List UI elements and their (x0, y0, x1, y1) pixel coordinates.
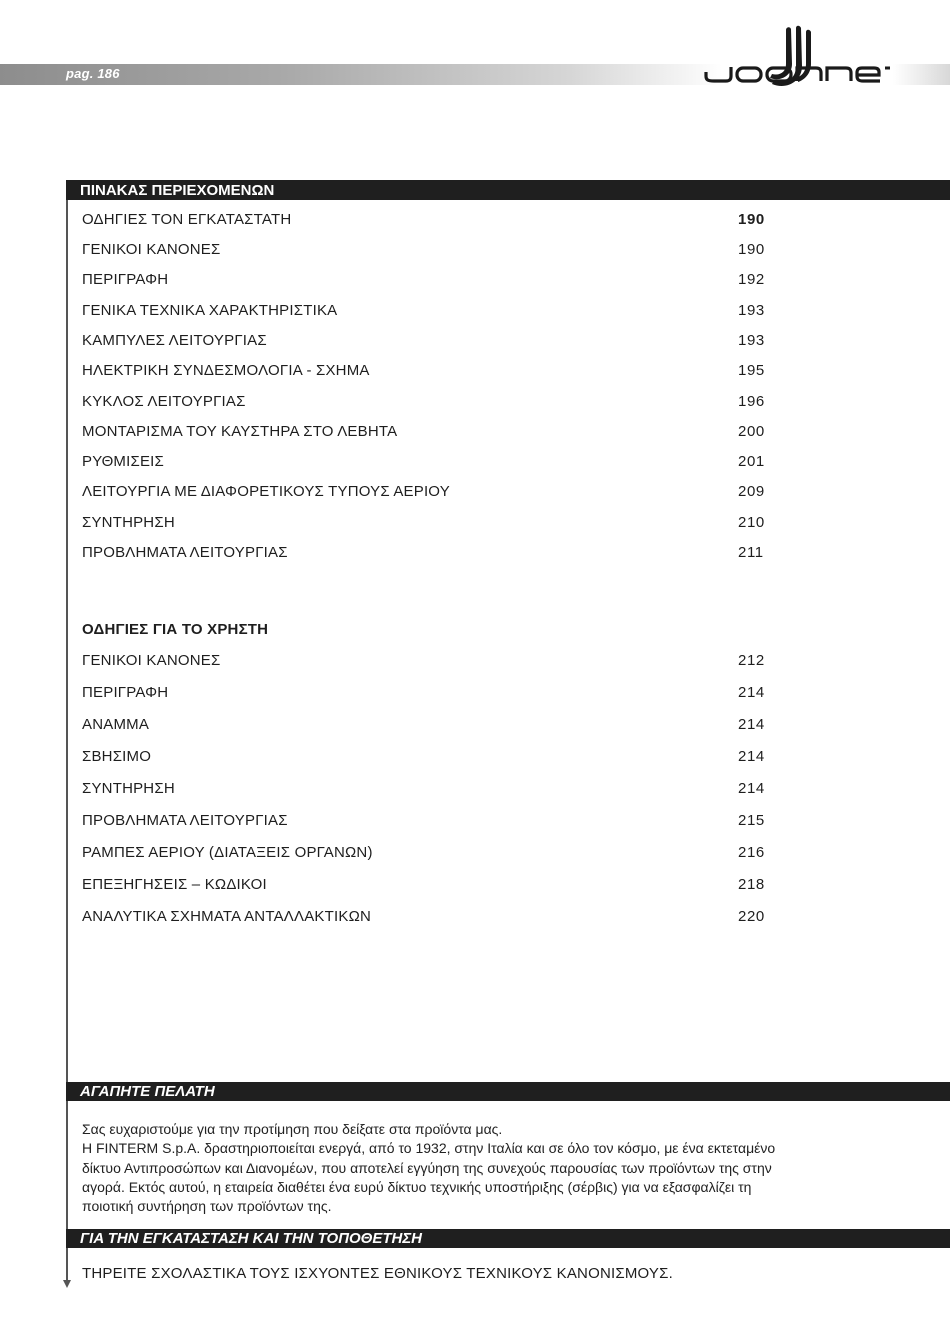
toc-row (82, 684, 772, 706)
toc-item-page: 210 (738, 514, 765, 531)
toc-item-label: ΣΥΝΤΗΡΗΣΗ (82, 514, 175, 531)
toc-item-label: ΓΕΝΙΚΟΙ ΚΑΝΟΝΕΣ (82, 241, 221, 258)
toc-item-label: ΓΕΝΙΚΟΙ ΚΑΝΟΝΕΣ (82, 652, 221, 669)
left-margin-rule (66, 180, 68, 1282)
toc-item-label: ΗΛΕΚΤΡΙΚΗ ΣΥΝΔΕΣΜΟΛΟΓΙΑ - ΣΧΗΜΑ (82, 362, 370, 379)
toc-item-page: 190 (738, 241, 765, 258)
toc-item-page: 190 (738, 211, 765, 228)
installation-title-bar: ΓΙΑ ΤΗΝ ΕΓΚΑΤΑΣΤΑΣΗ ΚΑΙ ΤΗΝ ΤΟΠΟΘΕΤΗΣΗ (66, 1229, 950, 1248)
customer-paragraph (82, 1120, 882, 1216)
toc-item-page: 214 (738, 780, 765, 797)
customer-line: Η FINTERM S.p.A. δραστηριοποιείται ενεργά, από το 1932, στην Ιταλία και σε όλο τον κόσμο, με ένα εκτεταμένο (82, 1140, 776, 1157)
user-instructions-heading: ΟΔΗΓΙΕΣ ΓΙΑ ΤΟ ΧΡΗΣΤΗ (82, 621, 269, 638)
toc-row (82, 211, 772, 233)
toc-item-label: ΚΥΚΛΟΣ ΛΕΙΤΟΥΡΓΙΑΣ (82, 393, 246, 410)
toc-item-page: 215 (738, 812, 765, 829)
installation-text: ΤΗΡΕΙΤΕ ΣΧΟΛΑΣΤΙΚΑ ΤΟΥΣ ΙΣΧΥΟΝΤΕΣ ΕΘΝΙΚΟΥΣ ΤΕΧΝΙΚΟΥΣ ΚΑΝΟΝΙΣΜΟΥΣ. (82, 1265, 673, 1282)
toc-row (82, 908, 772, 930)
toc-item-page: 214 (738, 748, 765, 765)
toc-row (82, 652, 772, 674)
toc-item-page: 209 (738, 483, 765, 500)
toc-item-label: ΜΟΝΤΑΡΙΣΜΑ ΤΟΥ ΚΑΥΣΤΗΡΑ ΣΤΟ ΛΕΒΗΤΑ (82, 423, 398, 440)
toc-item-label: ΠΕΡΙΓΡΑΦΗ (82, 684, 169, 701)
customer-line: Σας ευχαριστούμε για την προτίμηση που δείξατε στα προϊόντα μας. (82, 1121, 503, 1137)
toc-row (82, 514, 772, 536)
toc-row (82, 332, 772, 354)
toc-item-page: 218 (738, 876, 765, 893)
toc-item-page: 214 (738, 716, 765, 733)
toc-row (82, 780, 772, 802)
customer-line: αγορά. Εκτός αυτού, η εταιρεία διαθέτει ένα ευρύ δίκτυο τεχνικής υποστήριξης (σέρβις) για να εξασφαλίζει τη (82, 1178, 752, 1195)
toc-item-page: 193 (738, 332, 765, 349)
margin-arrow-icon (63, 1280, 71, 1288)
toc-row (82, 844, 772, 866)
toc-item-page: 216 (738, 844, 765, 861)
toc-item-label: ΠΡΟΒΛΗΜΑΤΑ ΛΕΙΤΟΥΡΓΙΑΣ (82, 812, 288, 829)
toc-row (82, 453, 772, 475)
toc-item-page: 200 (738, 423, 765, 440)
toc-item-page: 220 (738, 908, 765, 925)
toc-row (82, 271, 772, 293)
toc-row (82, 423, 772, 445)
toc-row (82, 241, 772, 263)
joannes-logo (700, 24, 890, 94)
toc-item-label: ΚΑΜΠΥΛΕΣ ΛΕΙΤΟΥΡΓΙΑΣ (82, 332, 267, 349)
toc-item-label: ΡΑΜΠΕΣ ΑΕΡΙΟΥ (ΔΙΑΤΑΞΕΙΣ ΟΡΓΑΝΩΝ) (82, 844, 373, 861)
toc-row (82, 302, 772, 324)
toc-row (82, 544, 772, 566)
toc-item-page: 196 (738, 393, 765, 410)
toc-item-page: 201 (738, 453, 765, 470)
toc-row (82, 362, 772, 384)
toc-item-label: ΣΥΝΤΗΡΗΣΗ (82, 780, 175, 797)
toc-item-label: ΛΕΙΤΟΥΡΓΙΑ ΜΕ ΔΙΑΦΟΡΕΤΙΚΟΥΣ ΤΥΠΟΥΣ ΑΕΡΙΟΥ (82, 483, 450, 500)
toc-item-label: ΕΠΕΞΗΓΗΣΕΙΣ – ΚΩΔΙΚΟΙ (82, 876, 267, 893)
toc-item-label: ΑΝΑΛΥΤΙΚΑ ΣΧΗΜΑΤΑ ΑΝΤΑΛΛΑΚΤΙΚΩΝ (82, 908, 372, 925)
toc-item-label: ΟΔΗΓΙΕΣ ΤΟΝ ΕΓΚΑΤΑΣΤΑΤΗ (82, 211, 292, 228)
toc-title-bar: ΠΙΝΑΚΑΣ ΠΕΡΙΕΧΟΜΕΝΩΝ (66, 180, 950, 200)
toc-row (82, 393, 772, 415)
toc-item-page: 212 (738, 652, 765, 669)
toc-item-page: 193 (738, 302, 765, 319)
toc-item-label: ΓΕΝΙΚΑ ΤΕΧΝΙΚΑ ΧΑΡΑΚΤΗΡΙΣΤΙΚΑ (82, 302, 338, 319)
toc-item-label: ΠΡΟΒΛΗΜΑΤΑ ΛΕΙΤΟΥΡΓΙΑΣ (82, 544, 288, 561)
customer-line: δίκτυο Αντιπροσώπων και Διανομέων, που αποτελεί εγγύηση της συνεχούς παρουσίας των προϊόντων της στην (82, 1159, 772, 1176)
toc-row (82, 483, 772, 505)
toc-item-label: ΣΒΗΣΙΜΟ (82, 748, 152, 765)
toc-item-page: 192 (738, 271, 765, 288)
page-number: pag. 186 (66, 66, 120, 81)
toc-row (82, 876, 772, 898)
toc-item-page: 211 (738, 544, 764, 561)
toc-row (82, 716, 772, 738)
customer-line: ποιοτική συντήρηση των προϊόντων της. (82, 1198, 332, 1215)
toc-row (82, 812, 772, 834)
toc-item-label: ΑΝΑΜΜΑ (82, 716, 150, 733)
customer-title-bar: ΑΓΑΠΗΤΕ ΠΕΛΑΤΗ (66, 1082, 950, 1101)
toc-row (82, 748, 772, 770)
toc-item-page: 214 (738, 684, 765, 701)
toc-item-page: 195 (738, 362, 765, 379)
toc-item-label: ΡΥΘΜΙΣΕΙΣ (82, 453, 165, 470)
toc-item-label: ΠΕΡΙΓΡΑΦΗ (82, 271, 169, 288)
